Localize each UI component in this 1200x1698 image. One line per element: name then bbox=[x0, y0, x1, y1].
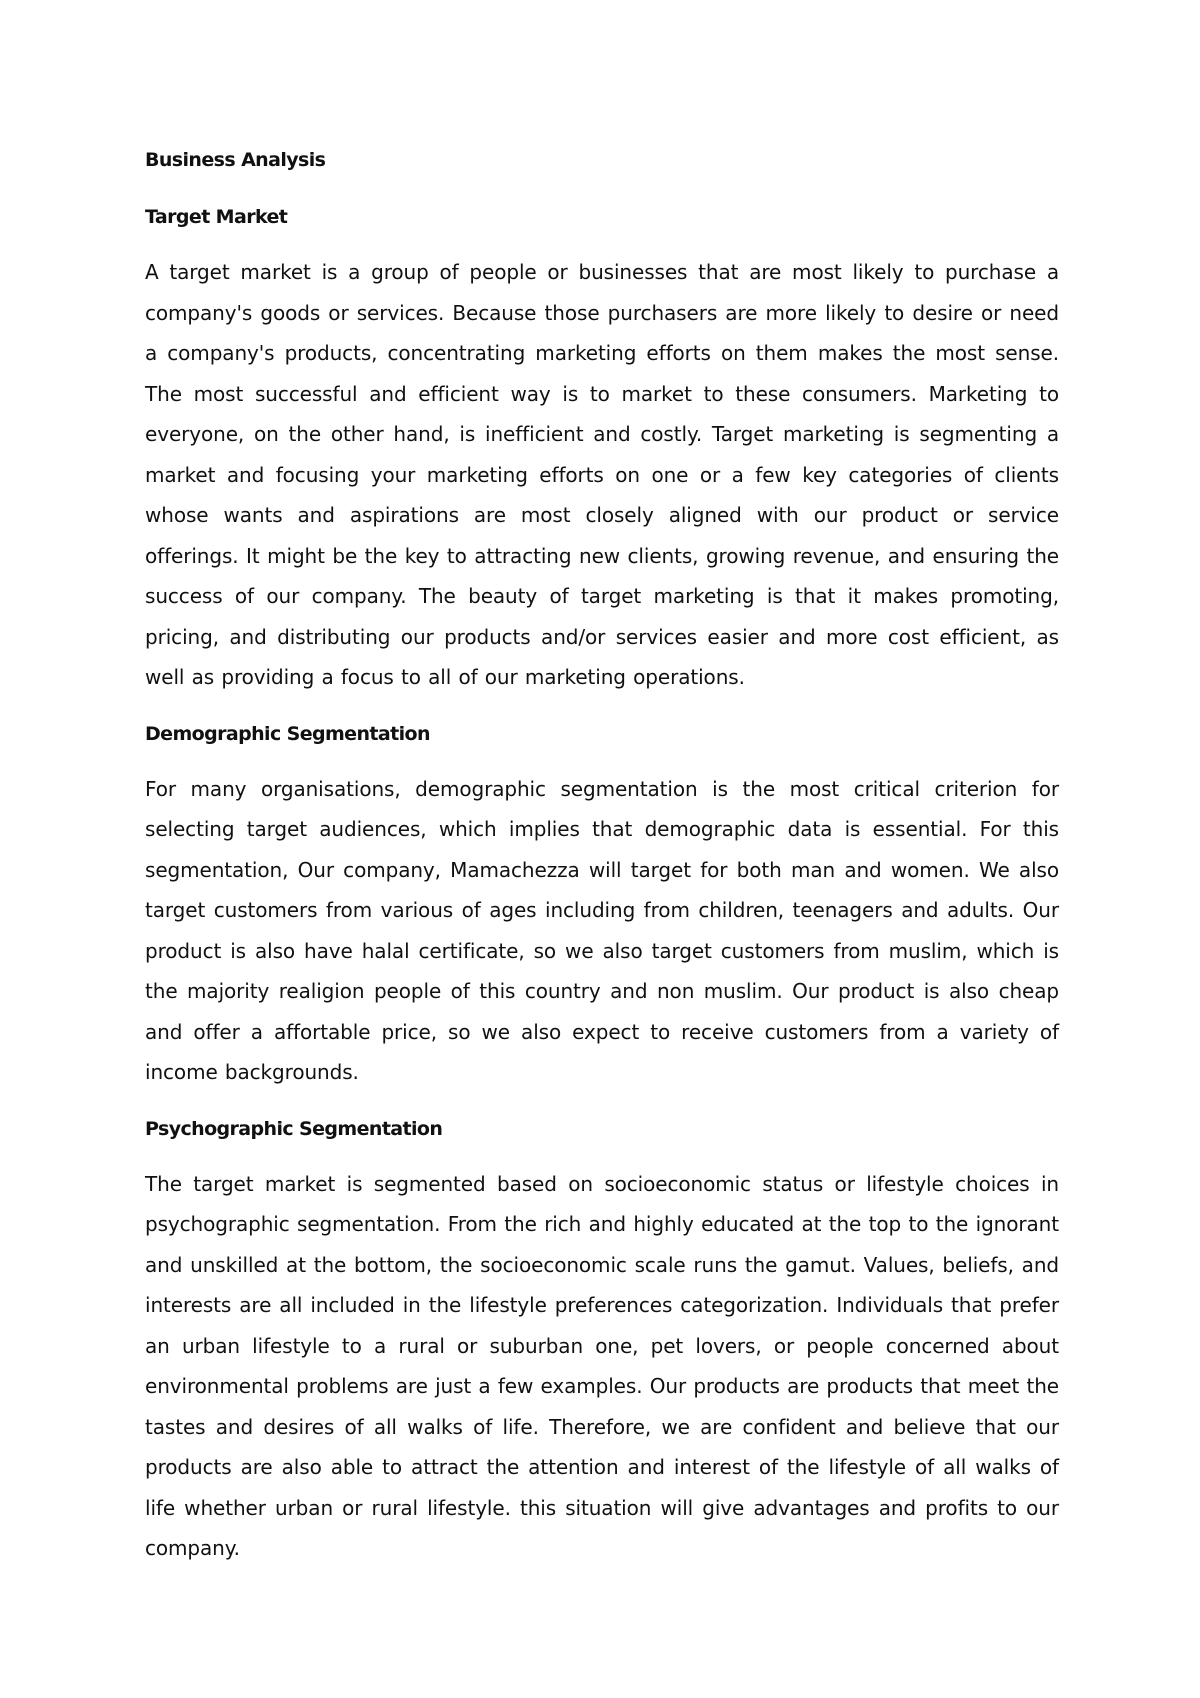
section-heading-target-market: Target Market bbox=[145, 206, 288, 228]
section-body-psychographic-segmentation: The target market is segmented based on socioeconomic status or lifestyle choices in psychographic segmentation. From the rich and highly educated at the top to the ignorant and unskilled at the bottom, the socioeconomic scale runs the gamut. Values, beliefs, and interests are all included in the lifestyle preferences categorization. Individuals that prefer an urban lifestyle to a rural or suburban one, pet lovers, or people concerned about environmental problems are just a few examples. Our products are products that meet the tastes and desires of all walks of life. Therefore, we are confident and believe that our products are also able to attract the attention and interest of the lifestyle of all walks of life whether urban or rural lifestyle. this situation will give advantages and profits to our company. bbox=[145, 1171, 1060, 1560]
section-heading-demographic-segmentation: Demographic Segmentation bbox=[145, 722, 430, 745]
section-target-market bbox=[145, 197, 1059, 698]
document-title: Business Analysis bbox=[145, 149, 326, 171]
section-body-demographic-segmentation: For many organisations, demographic segmentation is the most critical criterion for selecting target audiences, which implies that demographic data is essential. For this segmentation, Our company, Mamachezza will target for both man and women. We also target customers from various of ages including from children, teenagers and adults. Our product is also have halal certificate, so we also target customers from muslim, which is the majority realigion people of this country and non muslim. Our product is also cheap and offer a affortable price, so we also expect to receive customers from a variety of income backgrounds. bbox=[145, 776, 1059, 1084]
section-heading-psychographic-segmentation: Psychographic Segmentation bbox=[145, 1117, 443, 1140]
document-page bbox=[145, 140, 1059, 1585]
section-psychographic-segmentation bbox=[145, 1109, 1059, 1569]
section-demographic-segmentation bbox=[145, 714, 1059, 1093]
section-body-target-market: A target market is a group of people or businesses that are most likely to purchase a company's goods or services. Because those purchasers are more likely to desire or need a company's products, concentrating marketing efforts on them makes the most sense. The most successful and efficient way is to market to these consumers. Marketing to everyone, on the other hand, is inefficient and costly. Target marketing is segmenting a market and focusing your marketing efforts on one or a few key categories of clients whose wants and aspirations are most closely aligned with our product or service offerings. It might be the key to attracting new clients, growing revenue, and ensuring the success of our company. The beauty of target marketing is that it makes promoting, pricing, and distributing our products and/or services easier and more cost efficient, as well as providing a focus to all of our marketing operations. bbox=[145, 260, 1059, 689]
